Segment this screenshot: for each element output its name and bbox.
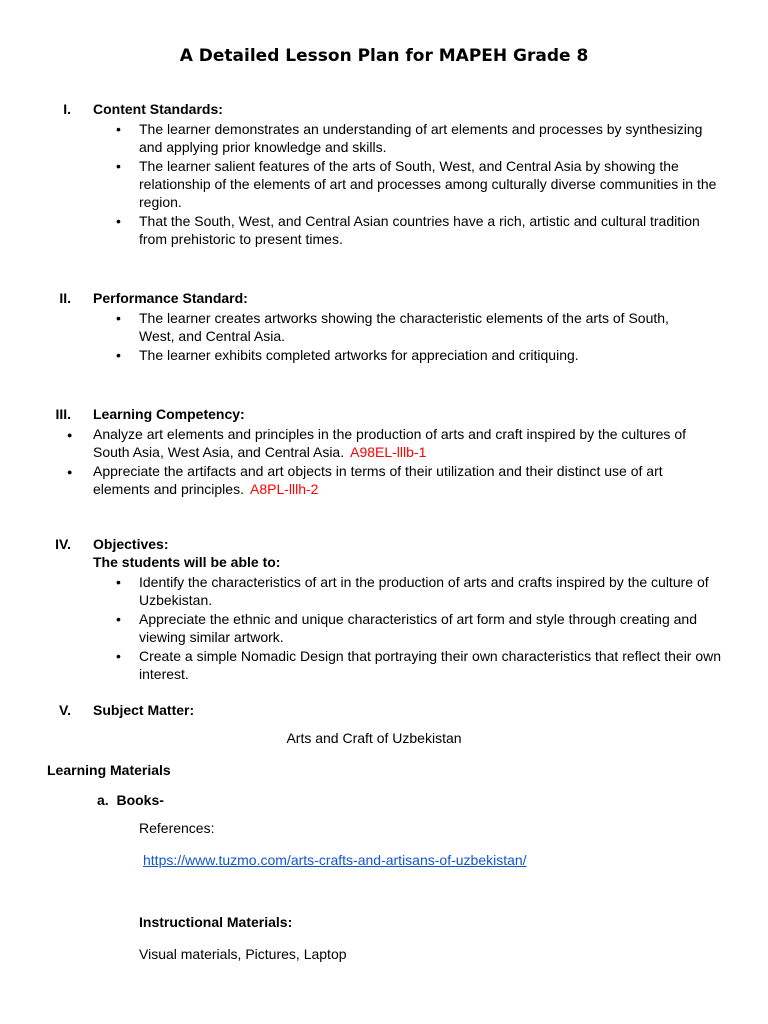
list-item: • Appreciate the ethnic and unique characteristics of art form and style through creating and viewing similar artwork.	[139, 610, 729, 646]
section-numeral-content: I.	[63, 101, 71, 117]
instructional-materials-heading: Instructional Materials:	[139, 914, 293, 930]
learning-materials-heading: Learning Materials	[47, 762, 171, 778]
section-heading-content: Content Standards:	[93, 101, 223, 117]
books-label: a. Books-	[97, 792, 164, 808]
objectives-list	[139, 573, 729, 684]
section-heading-competency: Learning Competency:	[93, 406, 245, 422]
competency-text: Appreciate the artifacts and art objects in terms of their utilization and their distinct use of art elements and principles.	[93, 463, 663, 497]
objectives-subheading: The students will be able to:	[93, 554, 281, 570]
instructional-materials-items: Visual materials, Pictures, Laptop	[139, 946, 347, 962]
learning-competency-list	[93, 425, 713, 499]
content-standards-list	[139, 120, 719, 249]
performance-standard-list	[139, 309, 699, 365]
list-item: • The learner demonstrates an understanding of art elements and processes by synthesizing and applying prior knowledge and skills.	[139, 120, 719, 156]
list-item	[93, 462, 713, 498]
document-title: A Detailed Lesson Plan for MAPEH Grade 8	[179, 46, 589, 66]
references-label: References:	[139, 820, 215, 836]
competency-code: A8PL-lllh-2	[249, 481, 319, 497]
competency-code: A98EL-lllb-1	[350, 444, 427, 460]
section-numeral-performance: II.	[59, 290, 71, 306]
list-item: • Create a simple Nomadic Design that portraying their own characteristics that reflect their own interest.	[139, 647, 729, 683]
list-item: • The learner salient features of the arts of South, West, and Central Asia by showing the relationship of the elements of art and processes among culturally diverse communities in the region.	[139, 157, 719, 211]
section-numeral-competency: III.	[55, 406, 71, 422]
section-heading-objectives: Objectives:	[93, 536, 169, 552]
competency-text: Analyze art elements and principles in the production of arts and craft inspired by the cultures of South Asia, West Asia, and Central Asia.	[93, 426, 686, 460]
list-item: • That the South, West, and Central Asian countries have a rich, artistic and cultural tradition from prehistoric to present times.	[139, 212, 719, 248]
reference-link[interactable]: https://www.tuzmo.com/arts-crafts-and-artisans-of-uzbekistan/	[143, 852, 527, 868]
list-item	[93, 425, 713, 461]
section-numeral-subject: V.	[59, 702, 71, 718]
list-item: • The learner exhibits completed artworks for appreciation and critiquing.	[139, 346, 699, 364]
section-heading-performance: Performance Standard:	[93, 290, 248, 306]
section-heading-subject: Subject Matter:	[93, 702, 195, 718]
section-numeral-objectives: IV.	[55, 536, 71, 552]
list-item: • The learner creates artworks showing the characteristic elements of the arts of South, West, and Central Asia.	[139, 309, 699, 345]
list-item: • Identify the characteristics of art in the production of arts and crafts inspired by the culture of Uzbekistan.	[139, 573, 729, 609]
subject-topic: Arts and Craft of Uzbekistan	[286, 730, 462, 746]
